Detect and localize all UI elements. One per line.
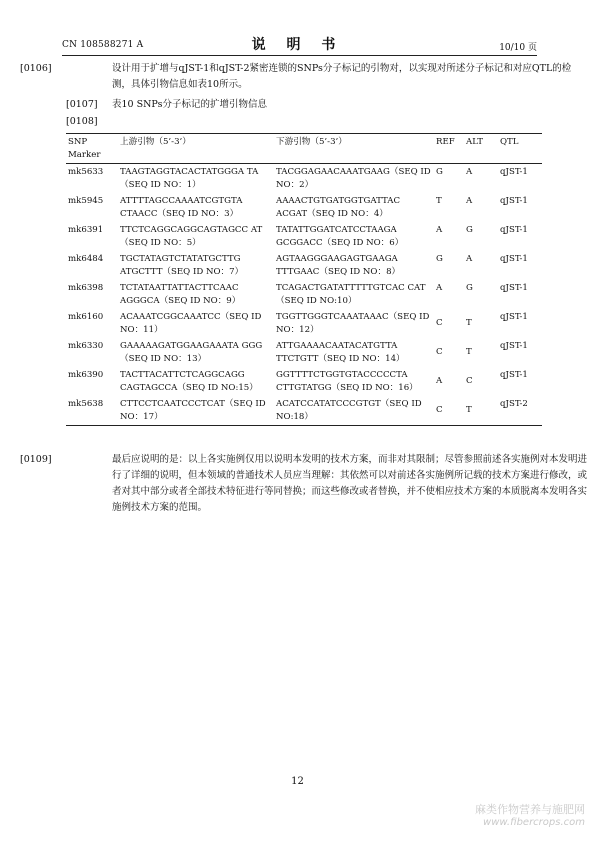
paragraph-number: [0108] bbox=[66, 116, 98, 127]
cell-marker: mk6390 bbox=[68, 370, 104, 380]
table-header-row bbox=[66, 134, 542, 164]
paragraph-0109 bbox=[20, 452, 588, 516]
cell-qtl: qJST-1 bbox=[500, 225, 528, 235]
cell-ref: T bbox=[436, 196, 442, 206]
cell-downstream: ACATCCATATCCCGTGT（SEQ ID NO:18） bbox=[276, 399, 422, 422]
header-snp-marker: SNP Marker bbox=[68, 137, 101, 160]
paragraph-number: [0109] bbox=[20, 454, 52, 465]
table-row bbox=[66, 309, 542, 338]
cell-marker: mk6330 bbox=[68, 341, 104, 351]
header-upstream-primer: 上游引物（5’-3’） bbox=[120, 137, 191, 147]
table-row bbox=[66, 222, 542, 251]
patent-number: CN 108588271 A bbox=[62, 40, 144, 50]
cell-ref: C bbox=[436, 405, 443, 416]
cell-downstream: ATTGAAAACAATACATGTTA TTCTGTT（SEQ ID NO：14） bbox=[276, 341, 405, 364]
cell-upstream: TAAGTAGGTACACTATGGGA TA（SEQ ID NO：1） bbox=[120, 167, 259, 190]
cell-ref: A bbox=[436, 225, 443, 235]
cell-alt: A bbox=[466, 196, 473, 206]
cell-marker: mk6398 bbox=[68, 283, 104, 293]
cell-qtl: qJST-1 bbox=[500, 254, 528, 264]
cell-downstream: GGTTTTCTGGTGTACCCCCTA CTTGTATGG（SEQ ID NO：16） bbox=[276, 370, 418, 393]
cell-downstream: TGGTTGGGTCAAATAAAC（SEQ ID NO：12） bbox=[276, 312, 430, 335]
page-indicator: 10/10 页 bbox=[499, 43, 537, 53]
header-rule bbox=[62, 55, 537, 56]
paragraph-text: 设计用于扩增与qJST-1和qJST-2紧密连锁的SNPs分子标记的引物对，以实现对所述分子标记和对应QTL的检测，具体引物信息如表10所示。 bbox=[112, 63, 572, 90]
document-title: 说 明 书 bbox=[251, 37, 344, 53]
cell-downstream: TACGGAGAACAAATGAAG（SEQ ID NO：2） bbox=[276, 167, 431, 190]
cell-marker: mk6391 bbox=[68, 225, 104, 235]
cell-qtl: qJST-1 bbox=[500, 370, 528, 380]
table-caption: 表10 SNPs分子标记的扩增引物信息 bbox=[112, 99, 267, 110]
cell-alt: T bbox=[466, 318, 472, 329]
cell-upstream: TCTATAATTATTACTTCAAC AGGGCA（SEQ ID NO：9） bbox=[120, 283, 241, 306]
cell-upstream: TTCTCAGGCAGGCAGTAGCC AT（SEQ ID NO：5） bbox=[120, 225, 263, 248]
cell-qtl: qJST-1 bbox=[500, 283, 528, 293]
watermark-url: www.fibercrops.com bbox=[483, 817, 585, 828]
cell-downstream: AAAACTGTGATGGTGATTAC ACGAT（SEQ ID NO：4） bbox=[276, 196, 401, 219]
cell-qtl: qJST-2 bbox=[500, 399, 528, 409]
cell-upstream: TACTTACATTCTCAGGCAGG CAGTAGCCA（SEQ ID NO:15） bbox=[120, 370, 258, 393]
watermark bbox=[475, 801, 585, 828]
header-ref: REF bbox=[436, 137, 455, 147]
cell-upstream: ACAAATCGGCAAATCC（SEQ ID NO：11） bbox=[120, 312, 262, 335]
cell-ref: G bbox=[436, 167, 443, 177]
cell-downstream: AGTAAGGGAAGAGTGAAGA TTTGAAC（SEQ ID NO：8） bbox=[276, 254, 401, 277]
cell-downstream: TCAGACTGATATTTTTGTCAC CAT（SEQ ID NO:10） bbox=[276, 283, 426, 306]
cell-ref: C bbox=[436, 347, 443, 358]
cell-alt: A bbox=[466, 167, 473, 177]
cell-qtl: qJST-1 bbox=[500, 341, 528, 351]
cell-alt: A bbox=[466, 254, 473, 264]
watermark-title: 麻类作物营养与施肥网 bbox=[475, 803, 585, 816]
cell-ref: G bbox=[436, 254, 443, 264]
cell-ref: A bbox=[436, 376, 443, 387]
table-row bbox=[66, 280, 542, 309]
table-row bbox=[66, 396, 542, 426]
cell-qtl: qJST-1 bbox=[500, 196, 528, 206]
paragraph-text: 最后应说明的是：以上各实施例仅用以说明本发明的技术方案，而非对其限制；尽管参照前述各实施例对本发明进行了详细的说明，但本领域的普通技术人员应当理解：其依然可以对前述各实施例所记载的技术方案进行修改，或者对其中部分或者全部技术特征进行等同替换；而这些修改或者替换，并不使相应技术方案的本质脱离本发明各实施例技术方案的范围。 bbox=[112, 454, 588, 513]
cell-alt: T bbox=[466, 347, 472, 358]
primer-table bbox=[66, 133, 542, 426]
cell-upstream: TGCTATAGTCTATATGCTTG ATGCTTT（SEQ ID NO：7） bbox=[120, 254, 244, 277]
cell-alt: G bbox=[466, 283, 473, 293]
cell-marker: mk5945 bbox=[68, 196, 104, 206]
header-alt: ALT bbox=[466, 137, 483, 147]
header-qtl: QTL bbox=[500, 137, 519, 147]
paragraph-0108 bbox=[66, 114, 542, 130]
cell-upstream: GAAAAAGATGGAAGAAATA GGG（SEQ ID NO：13） bbox=[120, 341, 263, 364]
header-downstream-primer: 下游引物（5’-3’） bbox=[276, 137, 347, 147]
table-row bbox=[66, 164, 542, 194]
table-row bbox=[66, 367, 542, 396]
paragraph-0107 bbox=[66, 97, 542, 113]
cell-alt: C bbox=[466, 376, 473, 387]
cell-alt: G bbox=[466, 225, 473, 235]
page-number: 12 bbox=[291, 776, 304, 787]
cell-ref: A bbox=[436, 283, 443, 293]
table-row bbox=[66, 251, 542, 280]
cell-qtl: qJST-1 bbox=[500, 312, 528, 322]
cell-ref: C bbox=[436, 318, 443, 329]
cell-upstream: CTTCCTCAATCCCTCAT（SEQ ID NO：17） bbox=[120, 399, 266, 422]
cell-alt: T bbox=[466, 405, 472, 416]
paragraph-number: [0107] bbox=[66, 99, 98, 110]
table-row bbox=[66, 193, 542, 222]
cell-upstream: ATTTTAGCCAAAATCGTGTA CTAACC（SEQ ID NO：3） bbox=[120, 196, 243, 219]
cell-marker: mk6160 bbox=[68, 312, 104, 322]
paragraph-number: [0106] bbox=[20, 63, 52, 74]
paragraph-0106 bbox=[20, 61, 588, 93]
table-row bbox=[66, 338, 542, 367]
cell-marker: mk5638 bbox=[68, 399, 104, 409]
cell-qtl: qJST-1 bbox=[500, 167, 528, 177]
cell-downstream: TATATTGGATCATCCTAAGA GCGGACC（SEQ ID NO：6） bbox=[276, 225, 404, 248]
cell-marker: mk6484 bbox=[68, 254, 104, 264]
cell-marker: mk5633 bbox=[68, 167, 104, 177]
